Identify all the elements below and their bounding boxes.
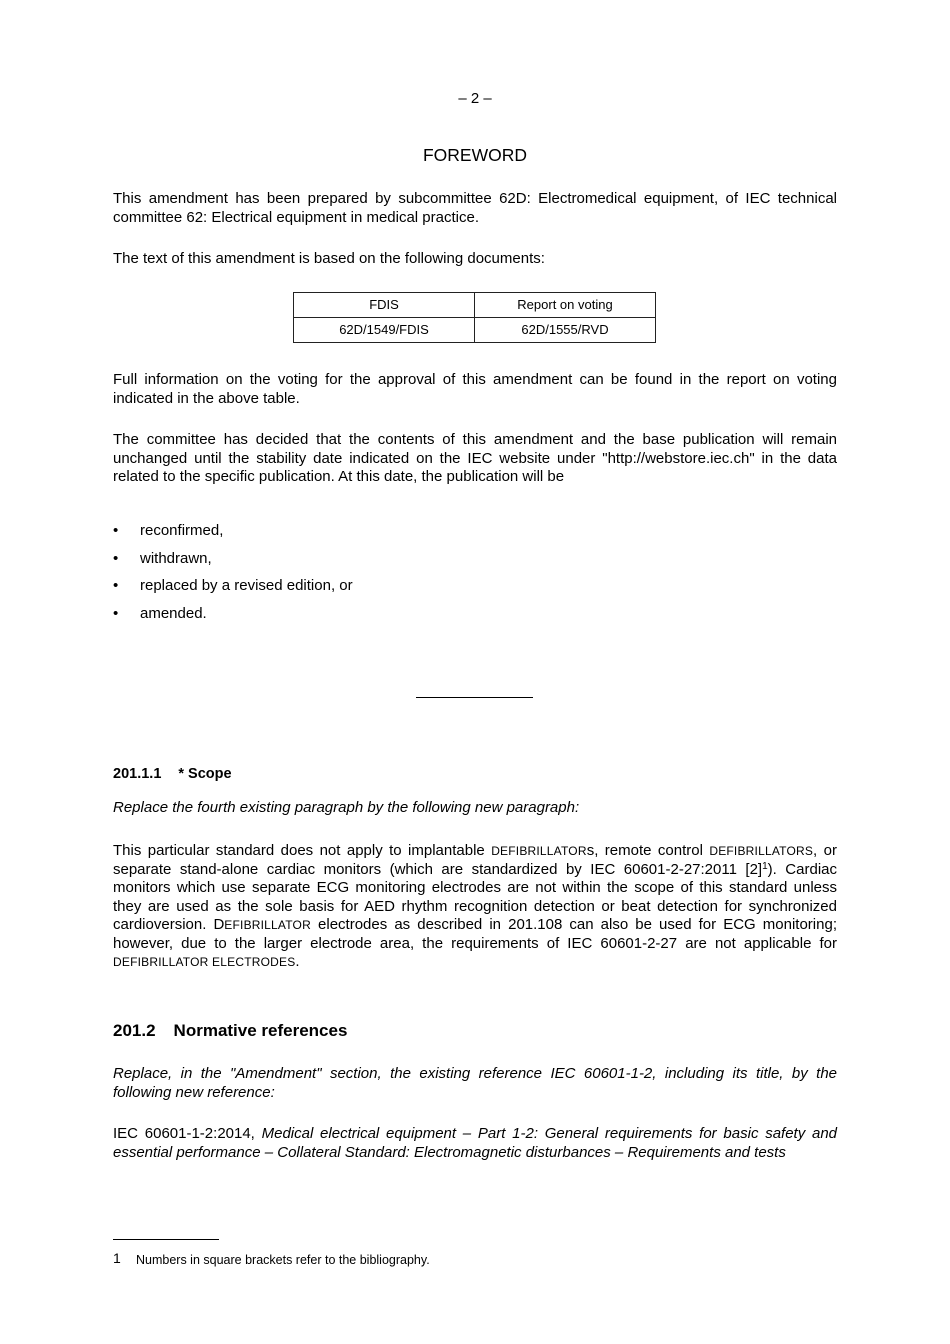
documents-table [293, 292, 656, 343]
list-item [113, 550, 613, 578]
footnote-reference[interactable]: 1 [762, 860, 768, 872]
table-header-row [294, 293, 656, 318]
foreword-end-divider [416, 697, 533, 698]
table-header-cell: FDIS [294, 293, 475, 318]
scope-text: electrodes as described in 201.108 can also be used for ECG monitoring; however, due to the larger electrode area, the requirements of IEC 60601-2-27 are not applicable for [113, 916, 837, 952]
table-cell: 62D/1549/FDIS [294, 318, 475, 343]
table-header-cell: Report on voting [475, 293, 656, 318]
list-item-text: replaced by a revised edition, or [140, 577, 353, 594]
bullet-icon: • [113, 577, 119, 594]
list-item [113, 605, 613, 633]
foreword-paragraph-1: This amendment has been prepared by subcommittee 62D: Electromedical equipment, of IEC technical committee 62: Electrical equipment in medical practice. [113, 190, 837, 226]
normative-instruction: Replace, in the "Amendment" section, the existing reference IEC 60601-1-2, including its title, by the following new reference: [113, 1065, 837, 1101]
scope-heading-number: 201.1.1 [113, 766, 162, 782]
list-item-text: amended. [140, 604, 207, 622]
normative-heading-text: Normative references [173, 1021, 348, 1040]
scope-smallcaps-term: DEFIBRILLATORS [709, 844, 814, 858]
scope-smallcaps-term: DEFIBRILLATOR [491, 844, 587, 858]
reference-title: Medical electrical equipment – Part 1-2: General requirements for basic safety and essential performance – Collateral Standard: Electromagnetic disturbances – Requirements and tests [113, 1125, 837, 1161]
list-item [113, 522, 613, 550]
scope-instruction: Replace the fourth existing paragraph by the following new paragraph: [113, 799, 580, 816]
list-item [113, 577, 613, 605]
scope-text: s, remote control [586, 842, 710, 859]
scope-paragraph [113, 842, 837, 972]
foreword-paragraph-4: The committee has decided that the contents of this amendment and the base publication will remain unchanged until the stability date indicated on the IEC website under "http://webstore.iec.ch" in the data related to the specific publication. At this date, the publication will be [113, 431, 837, 485]
normative-heading [113, 1021, 347, 1041]
list-item-text: reconfirmed, [140, 522, 224, 539]
bullet-icon: • [113, 549, 119, 567]
scope-heading-text: * Scope [178, 766, 232, 782]
normative-heading-number: 201.2 [113, 1021, 156, 1040]
scope-text: , or separate stand-alone cardiac monitors (which are standardized by IEC 60601-2-27:2011 [2] [113, 842, 837, 878]
scope-text: This particular standard does not apply to implantable [113, 842, 492, 859]
scope-smallcaps-term: DEFIBRILLATOR ELECTRODES [113, 955, 296, 969]
footnote-divider [113, 1239, 219, 1240]
scope-text: . [295, 953, 300, 970]
foreword-paragraph-2: The text of this amendment is based on the following documents: [113, 250, 545, 267]
publication-options-list [113, 522, 613, 632]
page-number: – 2 – [458, 90, 492, 107]
scope-heading [113, 765, 232, 784]
footnote-number: 1 [113, 1250, 121, 1266]
bullet-icon: • [113, 522, 119, 539]
footnote-text: Numbers in square brackets refer to the bibliography. [136, 1253, 430, 1267]
reference-id: IEC 60601-1-2:2014, [113, 1125, 262, 1142]
foreword-title: FOREWORD [422, 145, 528, 165]
table-cell: 62D/1555/RVD [475, 318, 656, 343]
normative-reference [113, 1125, 837, 1162]
scope-text: ). Cardiac monitors which use separate ECG monitoring electrodes are not within the scope of this standard unless they are used as the sole basis for AED rhythm recognition detection or beat detection for synchronized cardioversion. D [113, 860, 837, 933]
table-row [294, 318, 656, 343]
scope-smallcaps-term: EFIBRILLATOR [224, 918, 311, 932]
bullet-icon: • [113, 604, 119, 622]
list-item-text: withdrawn, [140, 549, 212, 567]
foreword-paragraph-3: Full information on the voting for the approval of this amendment can be found in the report on voting indicated in the above table. [113, 371, 837, 407]
